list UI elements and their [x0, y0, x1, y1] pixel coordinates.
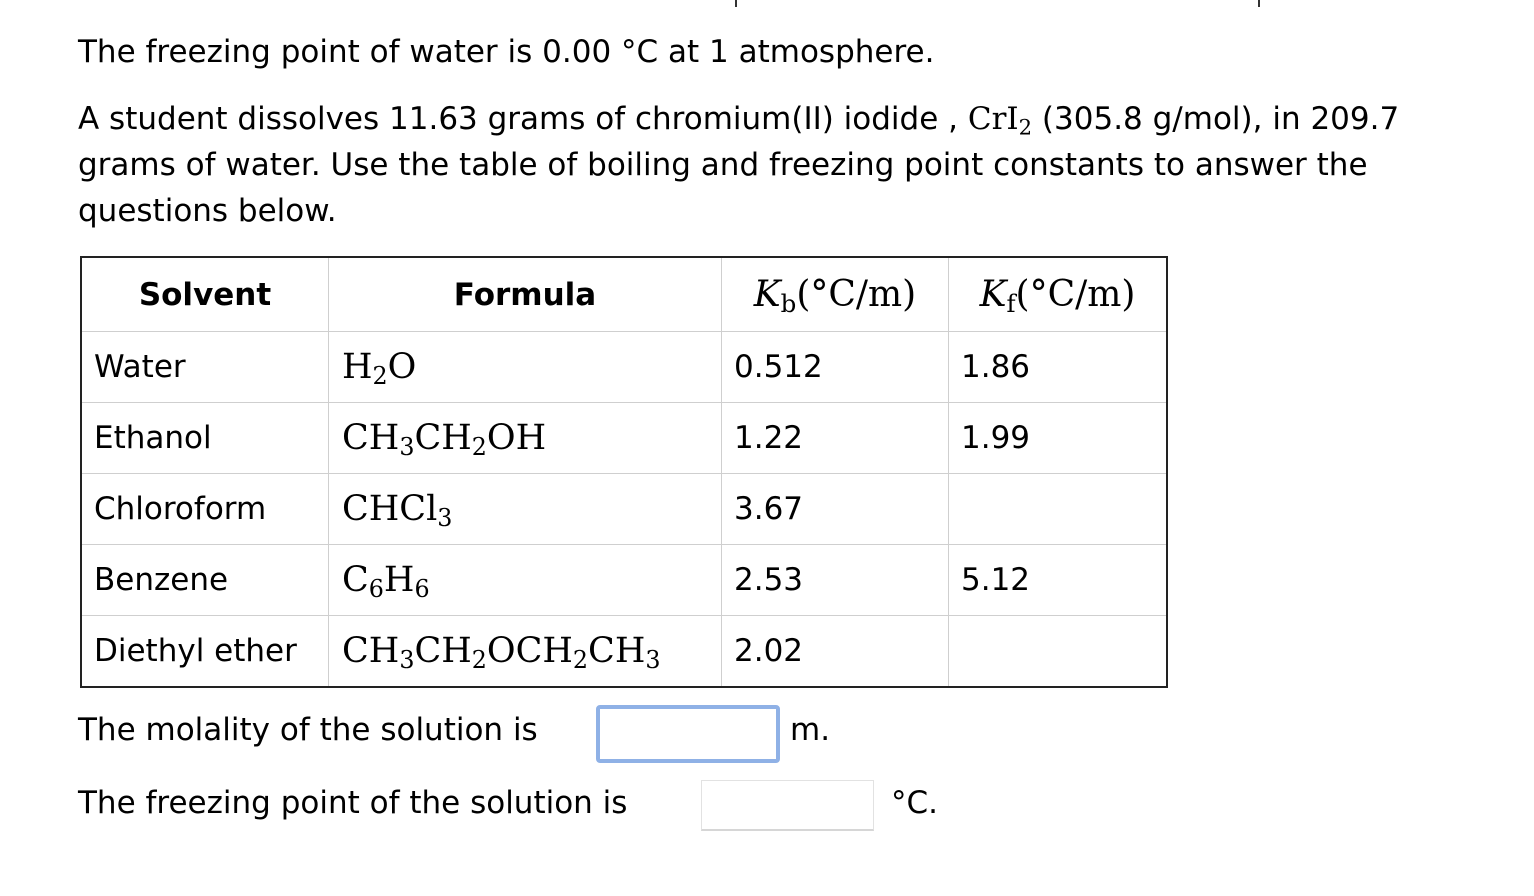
- formula-subscript: 2: [372, 361, 388, 390]
- compound-formula: [967, 101, 1033, 140]
- solvent-formula: [329, 332, 722, 403]
- kf-units: (°C/m): [1015, 274, 1136, 315]
- kf-subscript: f: [1006, 289, 1016, 319]
- kf-value: 5.12: [949, 545, 1168, 616]
- formula-subscript: 2: [572, 645, 589, 674]
- kf-value: 1.99: [949, 403, 1168, 474]
- formula-subscript: 2: [471, 645, 487, 674]
- kb-value: 0.512: [722, 332, 949, 403]
- formula-part: C: [342, 560, 369, 600]
- table-header-row: [81, 257, 1167, 332]
- formula-part: CHCl: [342, 489, 438, 529]
- solvent-name: Water: [81, 332, 329, 403]
- kf-value: [949, 616, 1168, 688]
- formula-subscript: 3: [437, 503, 453, 532]
- formula-part: CH: [414, 418, 472, 458]
- formula-part: H: [383, 560, 415, 600]
- freezing-point-statement: The freezing point of water is 0.00 °C at 1 atmosphere.: [78, 34, 935, 70]
- freezing-point-input[interactable]: [701, 780, 874, 831]
- kf-value: 1.86: [949, 332, 1168, 403]
- formula-part: CH: [342, 631, 400, 671]
- formula-part: O: [387, 347, 417, 387]
- problem-text-part1: A student dissolves 11.63 grams of chromium(II) iodide ,: [78, 101, 968, 137]
- problem-text-part2: (305.8 g/mol), in 209.7 grams of water. Use the table of boiling and freezing point constants to answer the questions below.: [78, 101, 1400, 229]
- kb-subscript: b: [780, 289, 797, 319]
- solvent-name: Benzene: [81, 545, 329, 616]
- molality-input[interactable]: [596, 705, 780, 763]
- header-formula: Formula: [329, 257, 722, 332]
- freezing-point-question: The freezing point of the solution is: [78, 785, 628, 821]
- table-row: [81, 403, 1167, 474]
- formula-subscript: 3: [645, 645, 661, 674]
- formula-subscript: 2: [471, 432, 487, 461]
- header-kf: [949, 257, 1168, 332]
- formula-part: OH: [486, 418, 547, 458]
- formula-part: H: [342, 347, 373, 387]
- formula-subscript: 6: [368, 574, 384, 603]
- formula-part: CH: [588, 631, 646, 671]
- header-solvent: Solvent: [81, 257, 329, 332]
- compound-symbol: CrI: [967, 101, 1019, 137]
- formula-part: CH: [414, 631, 472, 671]
- table-row: [81, 332, 1167, 403]
- header-kb: [722, 257, 949, 332]
- solvent-formula: [329, 545, 722, 616]
- kb-value: 3.67: [722, 474, 949, 545]
- top-edge-marks: [0, 0, 1534, 8]
- table-row: [81, 545, 1167, 616]
- kb-value: 1.22: [722, 403, 949, 474]
- formula-part: OCH: [486, 631, 573, 671]
- edge-tick: [1258, 0, 1260, 7]
- formula-subscript: 3: [399, 432, 415, 461]
- solvent-name: Diethyl ether: [81, 616, 329, 688]
- freezing-point-unit: °C.: [891, 785, 938, 821]
- table-row: [81, 616, 1167, 688]
- solvent-formula: [329, 403, 722, 474]
- kb-value: 2.02: [722, 616, 949, 688]
- kf-value: [949, 474, 1168, 545]
- table-body: [81, 332, 1167, 688]
- formula-subscript: 6: [414, 574, 430, 603]
- kb-symbol: K: [753, 274, 781, 315]
- kb-value: 2.53: [722, 545, 949, 616]
- solvent-formula: [329, 616, 722, 688]
- formula-part: CH: [342, 418, 400, 458]
- constants-table: [80, 256, 1168, 688]
- solvent-name: Chloroform: [81, 474, 329, 545]
- compound-subscript: 2: [1018, 114, 1033, 140]
- kb-units: (°C/m): [796, 274, 917, 315]
- formula-subscript: 3: [399, 645, 415, 674]
- edge-tick: [735, 0, 737, 7]
- problem-statement: [78, 96, 1478, 234]
- solvent-name: Ethanol: [81, 403, 329, 474]
- kf-symbol: K: [979, 274, 1007, 315]
- molality-question: The molality of the solution is: [78, 712, 538, 748]
- solvent-formula: [329, 474, 722, 545]
- table-row: [81, 474, 1167, 545]
- molality-unit: m.: [790, 712, 831, 748]
